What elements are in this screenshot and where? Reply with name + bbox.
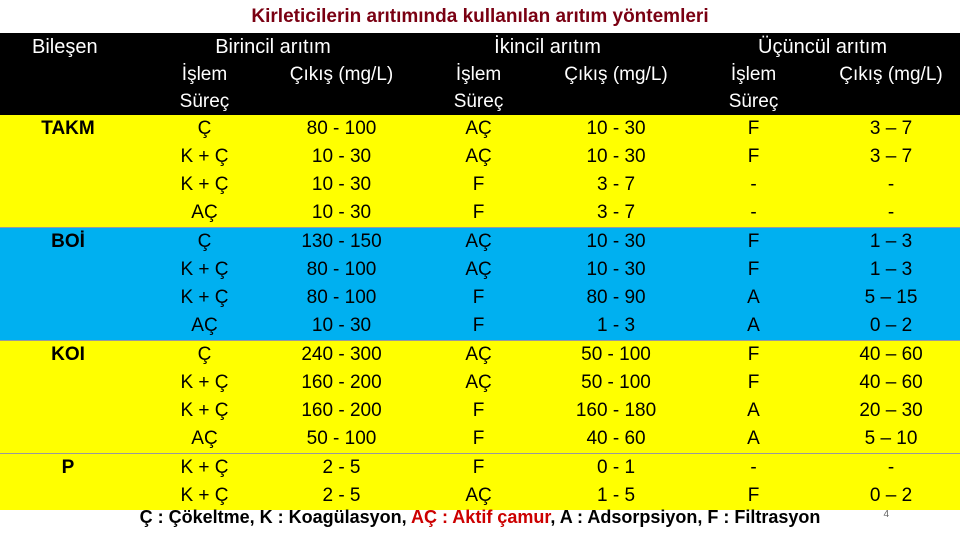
- header-row-groups: [0, 33, 960, 61]
- primary-output-cell: 10 - 30: [273, 143, 410, 171]
- primary-output-cell: 80 - 100: [273, 284, 410, 312]
- component-empty: [0, 397, 136, 425]
- header-cikis: Çıkış (mg/L): [822, 61, 960, 88]
- tertiary-process-cell: A: [685, 397, 822, 425]
- legend-comma: ,: [550, 507, 556, 527]
- tertiary-process-cell: F: [685, 143, 822, 171]
- header-surec: Süreç: [685, 88, 822, 115]
- primary-output-cell: 50 - 100: [273, 425, 410, 454]
- primary-output-cell: 2 - 5: [273, 482, 410, 510]
- component-empty: [0, 199, 136, 228]
- tertiary-output-cell: 40 – 60: [822, 369, 960, 397]
- tertiary-output-cell: 3 – 7: [822, 115, 960, 143]
- header-row-columns: [0, 61, 960, 88]
- primary-process-cell: AÇ: [136, 199, 273, 228]
- secondary-process-cell: F: [410, 397, 547, 425]
- primary-output-cell: 80 - 100: [273, 256, 410, 284]
- tertiary-process-cell: A: [685, 425, 822, 454]
- legend-aktif-camur: AÇ : Aktif çamur: [410, 507, 551, 527]
- tertiary-process-cell: -: [685, 199, 822, 228]
- secondary-output-cell: 10 - 30: [547, 228, 685, 257]
- component-label: TAKM: [0, 115, 136, 143]
- tertiary-output-cell: 20 – 30: [822, 397, 960, 425]
- header-cikis: Çıkış (mg/L): [547, 61, 685, 88]
- header-group-primary: Birincil arıtım: [136, 33, 410, 61]
- header-bilesen: Bileşen: [0, 33, 136, 61]
- table-row: [0, 256, 960, 284]
- secondary-output-cell: 3 - 7: [547, 199, 685, 228]
- primary-process-cell: K + Ç: [136, 143, 273, 171]
- secondary-output-cell: 10 - 30: [547, 256, 685, 284]
- tertiary-output-cell: -: [822, 171, 960, 199]
- secondary-process-cell: AÇ: [410, 115, 547, 143]
- tertiary-process-cell: F: [685, 369, 822, 397]
- table-row: [0, 171, 960, 199]
- legend-filtrasyon: F : Filtrasyon: [707, 507, 821, 527]
- treatment-methods-table: [0, 33, 960, 510]
- secondary-process-cell: AÇ: [410, 369, 547, 397]
- header-row-surec: [0, 88, 960, 115]
- primary-process-cell: K + Ç: [136, 482, 273, 510]
- tertiary-process-cell: F: [685, 341, 822, 370]
- table-row: [0, 397, 960, 425]
- table-row: [0, 228, 960, 257]
- primary-output-cell: 2 - 5: [273, 454, 410, 483]
- tertiary-process-cell: A: [685, 284, 822, 312]
- tertiary-process-cell: -: [685, 171, 822, 199]
- header-islem: İşlem: [685, 61, 822, 88]
- secondary-process-cell: F: [410, 425, 547, 454]
- tertiary-output-cell: 40 – 60: [822, 341, 960, 370]
- secondary-process-cell: AÇ: [410, 228, 547, 257]
- table-row: [0, 312, 960, 341]
- table-row: [0, 369, 960, 397]
- secondary-output-cell: 3 - 7: [547, 171, 685, 199]
- primary-process-cell: K + Ç: [136, 256, 273, 284]
- component-label: P: [0, 454, 136, 483]
- table-row: [0, 143, 960, 171]
- secondary-output-cell: 1 - 3: [547, 312, 685, 341]
- primary-output-cell: 10 - 30: [273, 312, 410, 341]
- header-surec: Süreç: [136, 88, 273, 115]
- primary-output-cell: 240 - 300: [273, 341, 410, 370]
- primary-output-cell: 10 - 30: [273, 171, 410, 199]
- tertiary-process-cell: F: [685, 228, 822, 257]
- tertiary-process-cell: -: [685, 454, 822, 483]
- table-row: [0, 199, 960, 228]
- secondary-output-cell: 40 - 60: [547, 425, 685, 454]
- secondary-output-cell: 1 - 5: [547, 482, 685, 510]
- primary-process-cell: Ç: [136, 341, 273, 370]
- tertiary-output-cell: -: [822, 454, 960, 483]
- legend-adsorpsiyon: A : Adsorpsiyon,: [559, 507, 703, 527]
- table-row: [0, 284, 960, 312]
- primary-process-cell: Ç: [136, 228, 273, 257]
- primary-process-cell: AÇ: [136, 425, 273, 454]
- primary-process-cell: K + Ç: [136, 284, 273, 312]
- header-empty: [547, 88, 685, 115]
- legend-koagulasyon: K : Koagülasyon,: [259, 507, 407, 527]
- secondary-output-cell: 10 - 30: [547, 143, 685, 171]
- component-empty: [0, 143, 136, 171]
- tertiary-process-cell: F: [685, 482, 822, 510]
- secondary-process-cell: AÇ: [410, 482, 547, 510]
- page-number: 4: [883, 509, 889, 520]
- table-row: [0, 115, 960, 143]
- table-row: [0, 482, 960, 510]
- primary-process-cell: K + Ç: [136, 397, 273, 425]
- tertiary-process-cell: F: [685, 256, 822, 284]
- header-empty: [0, 61, 136, 88]
- table-row: [0, 454, 960, 483]
- tertiary-output-cell: 0 – 2: [822, 312, 960, 341]
- secondary-output-cell: 10 - 30: [547, 115, 685, 143]
- component-label: BOİ: [0, 228, 136, 257]
- secondary-process-cell: AÇ: [410, 341, 547, 370]
- primary-process-cell: Ç: [136, 115, 273, 143]
- component-empty: [0, 369, 136, 397]
- secondary-process-cell: F: [410, 171, 547, 199]
- table-row: [0, 341, 960, 370]
- header-islem: İşlem: [136, 61, 273, 88]
- header-empty: [273, 88, 410, 115]
- primary-output-cell: 80 - 100: [273, 115, 410, 143]
- component-label: KOI: [0, 341, 136, 370]
- primary-output-cell: 10 - 30: [273, 199, 410, 228]
- header-islem: İşlem: [410, 61, 547, 88]
- secondary-output-cell: 0 - 1: [547, 454, 685, 483]
- header-empty: [0, 88, 136, 115]
- legend-cokeltme: Ç : Çökeltme,: [139, 507, 255, 527]
- component-empty: [0, 312, 136, 341]
- abbreviation-legend: [0, 507, 960, 528]
- tertiary-output-cell: 3 – 7: [822, 143, 960, 171]
- component-empty: [0, 482, 136, 510]
- secondary-output-cell: 80 - 90: [547, 284, 685, 312]
- tertiary-process-cell: A: [685, 312, 822, 341]
- tertiary-output-cell: 5 – 15: [822, 284, 960, 312]
- secondary-process-cell: AÇ: [410, 256, 547, 284]
- table-body: [0, 33, 960, 510]
- primary-output-cell: 130 - 150: [273, 228, 410, 257]
- secondary-process-cell: F: [410, 199, 547, 228]
- primary-process-cell: K + Ç: [136, 454, 273, 483]
- header-cikis: Çıkış (mg/L): [273, 61, 410, 88]
- tertiary-output-cell: 1 – 3: [822, 256, 960, 284]
- table-row: [0, 425, 960, 454]
- secondary-process-cell: F: [410, 312, 547, 341]
- primary-output-cell: 160 - 200: [273, 369, 410, 397]
- tertiary-output-cell: -: [822, 199, 960, 228]
- tertiary-output-cell: 5 – 10: [822, 425, 960, 454]
- secondary-process-cell: F: [410, 284, 547, 312]
- primary-output-cell: 160 - 200: [273, 397, 410, 425]
- secondary-output-cell: 50 - 100: [547, 369, 685, 397]
- secondary-output-cell: 160 - 180: [547, 397, 685, 425]
- header-group-tertiary: Üçüncül arıtım: [685, 33, 960, 61]
- component-empty: [0, 171, 136, 199]
- component-empty: [0, 284, 136, 312]
- primary-process-cell: K + Ç: [136, 171, 273, 199]
- tertiary-process-cell: F: [685, 115, 822, 143]
- header-empty: [822, 88, 960, 115]
- tertiary-output-cell: 0 – 2: [822, 482, 960, 510]
- slide-title: Kirleticilerin arıtımında kullanılan arıtım yöntemleri: [251, 6, 709, 27]
- secondary-output-cell: 50 - 100: [547, 341, 685, 370]
- primary-process-cell: AÇ: [136, 312, 273, 341]
- component-empty: [0, 425, 136, 454]
- header-surec: Süreç: [410, 88, 547, 115]
- header-group-secondary: İkincil arıtım: [410, 33, 685, 61]
- tertiary-output-cell: 1 – 3: [822, 228, 960, 257]
- primary-process-cell: K + Ç: [136, 369, 273, 397]
- secondary-process-cell: AÇ: [410, 143, 547, 171]
- component-empty: [0, 256, 136, 284]
- secondary-process-cell: F: [410, 454, 547, 483]
